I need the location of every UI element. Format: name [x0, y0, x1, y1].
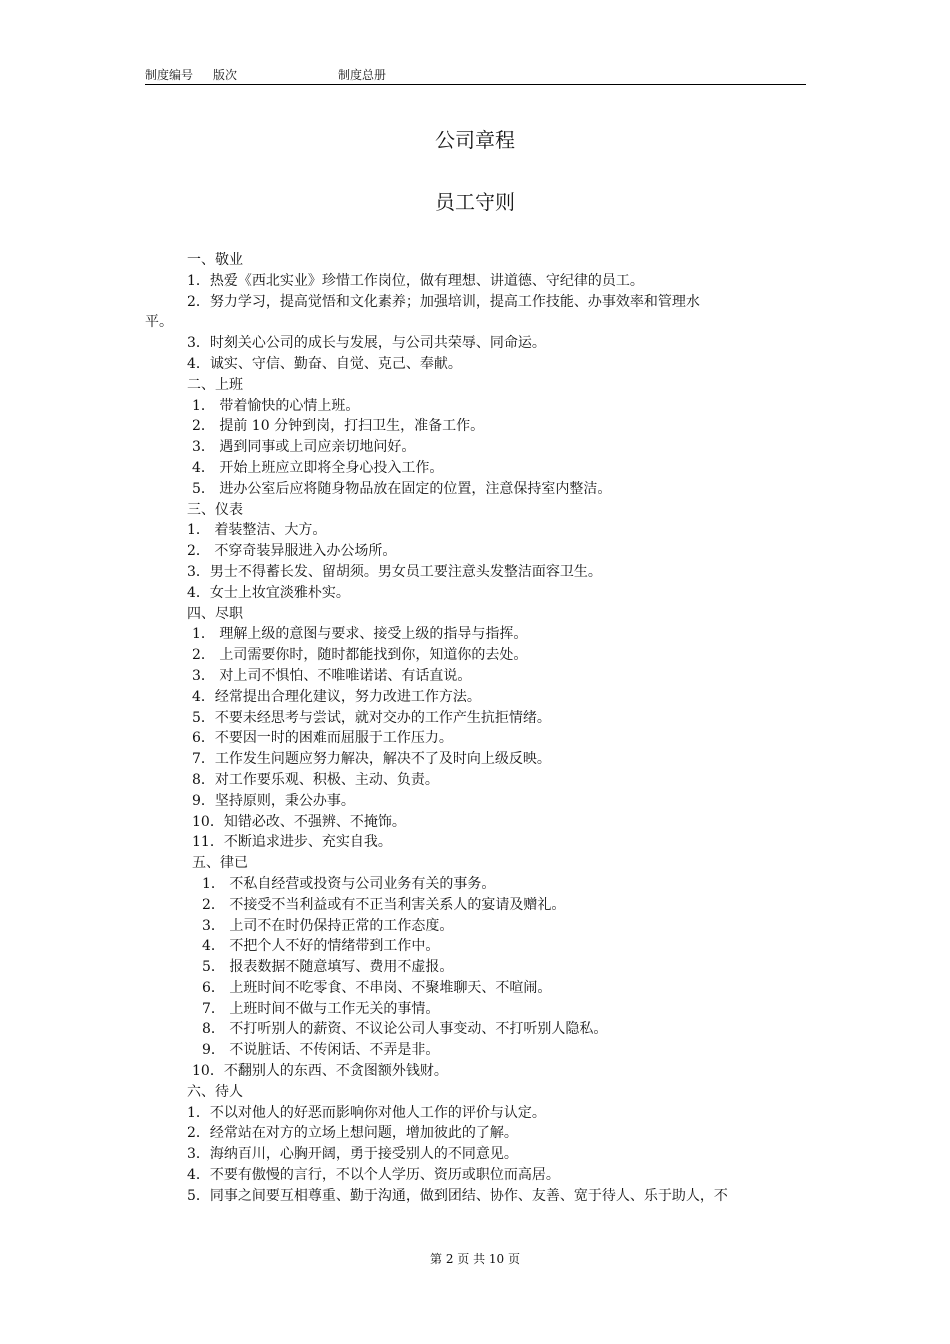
text-line: 11．不断追求进步、充实自我。 — [192, 834, 392, 851]
text-line: 一、敬业 — [187, 252, 243, 268]
page-footer: 第 2 页 共 10 页 — [430, 1252, 520, 1266]
text-line: 六、待人 — [187, 1083, 243, 1100]
text-line: 1． 理解上级的意图与要求、接受上级的指导与指挥。 — [192, 626, 528, 643]
text-line: 5．不要未经思考与尝试，就对交办的工作产生抗拒情绪。 — [192, 709, 551, 726]
text-line: 2．经常站在对方的立场上想问题，增加彼此的了解。 — [187, 1125, 518, 1142]
text-line: 4．不要有傲慢的言行，不以个人学历、资历或职位而高居。 — [187, 1167, 560, 1184]
text-line: 3．时刻关心公司的成长与发展，与公司共荣辱、同命运。 — [187, 335, 546, 352]
text-line: 9． 不说脏话、不传闲话、不弄是非。 — [202, 1042, 440, 1059]
text-line: 4．经常提出合理化建议，努力改进工作方法。 — [192, 688, 481, 705]
text-line: 平。 — [145, 314, 173, 331]
text-line: 9．坚持原则，秉公办事。 — [192, 792, 355, 809]
text-line: 6． 上班时间不吃零食、不串岗、不聚堆聊天、不喧闹。 — [202, 979, 552, 996]
text-line: 二、上班 — [187, 376, 243, 393]
text-line: 1． 着装整洁、大方。 — [187, 522, 327, 539]
text-line: 4．女士上妆宜淡雅朴实。 — [187, 584, 350, 601]
text-line: 3．海纳百川，心胸开阔，勇于接受别人的不同意见。 — [187, 1146, 518, 1163]
text-line: 4． 不把个人不好的情绪带到工作中。 — [202, 938, 440, 955]
header-book: 制度总册 — [338, 68, 387, 82]
text-line: 1． 带着愉快的心情上班。 — [192, 397, 360, 414]
text-line: 2． 提前 10 分钟到岗，打扫卫生，准备工作。 — [192, 418, 485, 435]
document-subtitle: 员工守则 — [435, 190, 515, 214]
text-line: 5． 进办公室后应将随身物品放在固定的位置，注意保持室内整洁。 — [192, 480, 612, 497]
text-line: 2．努力学习，提高觉悟和文化素养；加强培训，提高工作技能、办事效率和管理水 — [187, 293, 700, 310]
document-title: 公司章程 — [435, 128, 515, 152]
text-line: 8． 不打听别人的薪资、不议论公司人事变动、不打听别人隐私。 — [202, 1021, 608, 1038]
text-line: 四、尽职 — [187, 605, 243, 622]
document-body — [145, 250, 810, 1207]
text-line: 3． 对上司不惧怕、不唯唯诺诺、有话直说。 — [192, 667, 472, 684]
text-line: 10．不翻别人的东西、不贪图额外钱财。 — [192, 1063, 448, 1080]
text-line: 3． 上司不在时仍保持正常的工作态度。 — [202, 917, 454, 934]
text-line: 5．同事之间要互相尊重、勤于沟通，做到团结、协作、友善、宽于待人、乐于助人，不 — [187, 1187, 728, 1204]
header-code: 制度编号 — [145, 68, 194, 82]
text-line: 5． 报表数据不随意填写、费用不虚报。 — [202, 959, 454, 976]
text-line: 3．男士不得蓄长发、留胡须。男女员工要注意头发整洁面容卫生。 — [187, 563, 602, 580]
text-line: 1． 不私自经营或投资与公司业务有关的事务。 — [202, 875, 496, 892]
text-line: 2． 上司需要你时，随时都能找到你，知道你的去处。 — [192, 647, 528, 664]
text-line: 8．对工作要乐观、积极、主动、负责。 — [192, 771, 439, 788]
text-line: 10．知错必改、不强辨、不掩饰。 — [192, 813, 406, 830]
text-line: 3． 遇到同事或上司应亲切地问好。 — [192, 439, 416, 456]
page-header — [145, 66, 806, 85]
text-line: 2． 不穿奇装异服进入办公场所。 — [187, 543, 397, 560]
text-line: 1．不以对他人的好恶而影响你对他人工作的评价与认定。 — [187, 1104, 546, 1121]
text-line: 三、仪表 — [187, 501, 243, 518]
text-line: 6．不要因一时的困难而屈服于工作压力。 — [192, 730, 453, 747]
text-line: 7．工作发生问题应努力解决，解决不了及时向上级反映。 — [192, 751, 551, 768]
text-line: 1．热爱《西北实业》珍惜工作岗位，做有理想、讲道德、守纪律的员工。 — [187, 272, 644, 289]
text-line: 2． 不接受不当利益或有不正当利害关系人的宴请及赠礼。 — [202, 896, 566, 913]
text-line: 7． 上班时间不做与工作无关的事情。 — [202, 1000, 440, 1017]
text-line: 4．诚实、守信、勤奋、自觉、克己、奉献。 — [187, 355, 462, 372]
text-line: 4． 开始上班应立即将全身心投入工作。 — [192, 459, 444, 476]
text-line: 五、律已 — [192, 855, 248, 872]
header-version: 版次 — [213, 68, 238, 82]
